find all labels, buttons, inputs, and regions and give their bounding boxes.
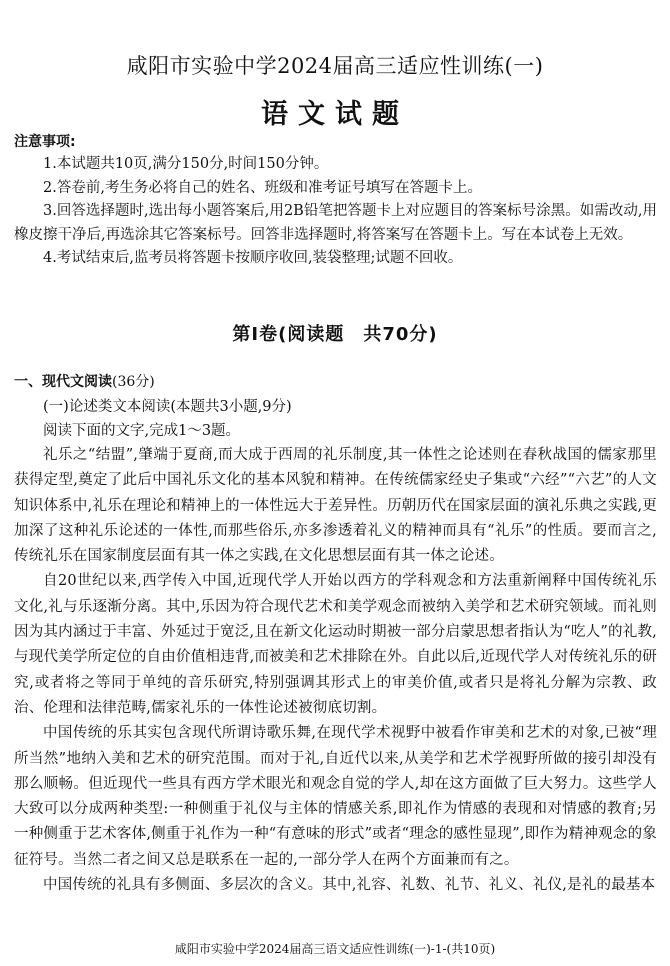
notice-item: 3.回答选择题时,选出每小题答案后,用2B铅笔把答题卡上对应题目的答案标号涂黑。如需改动,用橡皮擦干净后,再选涂其它答案标号。回答非选择题时,将答案写在答题卡上。写在本试卷上无效。 [14,203,657,243]
section-heading-text: 一、现代文阅读 [14,374,112,390]
section-heading [14,371,155,391]
passage-paragraph: 礼乐之“结盟”,肇端于夏商,而大成于西周的礼乐制度,其一体性之论述则在春秋战国的儒家那里获得定型,奠定了此后中国礼乐文化的基本风貌和精神。在传统儒家经史子集或“六经”“六艺”的人文知识体系中,礼乐在理论和精神上的一体性远大于差异性。历朝历代在国家层面的演礼乐典之实践,更加深了这种礼乐论述的一体性,而那些俗乐,亦多渗透着礼义的精神而具有“礼乐”的性质。要而言之,传统礼乐在国家制度层面有其一体之实践,在文化思想层面有其一体之论述。 [14,447,657,565]
notice-item: 1.本试题共10页,满分150分,时间150分钟。 [43,156,329,172]
subsection-heading: (一)论述类文本阅读(本题共3小题,9分) [43,399,292,415]
passage-paragraph: 中国传统的礼具有多侧面、多层次的含义。其中,礼容、礼数、礼节、礼义、礼仪,是礼的最基本 [43,877,656,894]
section-score: (36分) [112,374,155,390]
subject-title: 语文试题 [261,99,409,130]
passage-paragraph: 自20世纪以来,西学传入中国,近现代学人开始以西方的学科观念和方法重新阐释中国传统礼乐文化,礼与乐逐渐分离。其中,乐因为符合现代艺术和美学观念而被纳入美学和艺术研究领域。而礼则因为其内涵过于丰富、外延过于宽泛,且在新文化运动时期被一部分启蒙思想者指认为“吃人”的礼教,与现代美学所定位的自由价值相违背,而被美和艺术排除在外。自此以后,近现代学人对传统礼乐的研究,或者将之等同于单纯的音乐研究,特别强调其形式上的审美价值,或者只是将礼分解为宗教、政治、伦理和法律范畴,儒家礼乐的一体性论述被彻底切割。 [14,573,657,716]
page-footer: 咸阳市实验中学2024届高三语文适应性训练(一)-1-(共10页) [174,942,496,956]
reading-instruction: 阅读下面的文字,完成1～3题。 [43,422,241,439]
notice-item: 2.答卷前,考生务必将自己的姓名、班级和准考证号填写在答题卡上。 [43,179,482,196]
notice-list [14,153,657,271]
subsection [14,396,657,443]
notice-heading: 注意事项: [14,134,76,150]
notice-item: 4.考试结束后,监考员将答题卡按顺序收回,装袋整理;试题不回收。 [43,250,463,266]
passage-paragraph: 中国传统的乐其实包含现代所谓诗歌乐舞,在现代学术视野中被看作审美和艺术的对象,已被“理所当然”地纳入美和艺术的研究范围。而对于礼,自近代以来,从美学和艺术学视野所做的接引却没有那么顺畅。但近现代一些具有西方学术眼光和观念自觉的学人,却在这方面做了巨大努力。这些学人大致可以分成两种类型:一种侧重于礼仪与主体的情感关系,即礼作为情感的表现和对情感的教育;另一种侧重于艺术客体,侧重于礼作为一种“有意味的形式”或者“理念的感性显现”,即作为精神观念的象征符号。当然二者之间又总是联系在一起的,一部分学人在两个方面兼而有之。 [14,725,657,868]
volume-title: 第Ⅰ卷(阅读题 共70分) [232,324,438,345]
reading-passage [14,443,657,898]
exam-title: 咸阳市实验中学2024届高三适应性训练(一) [126,54,544,78]
